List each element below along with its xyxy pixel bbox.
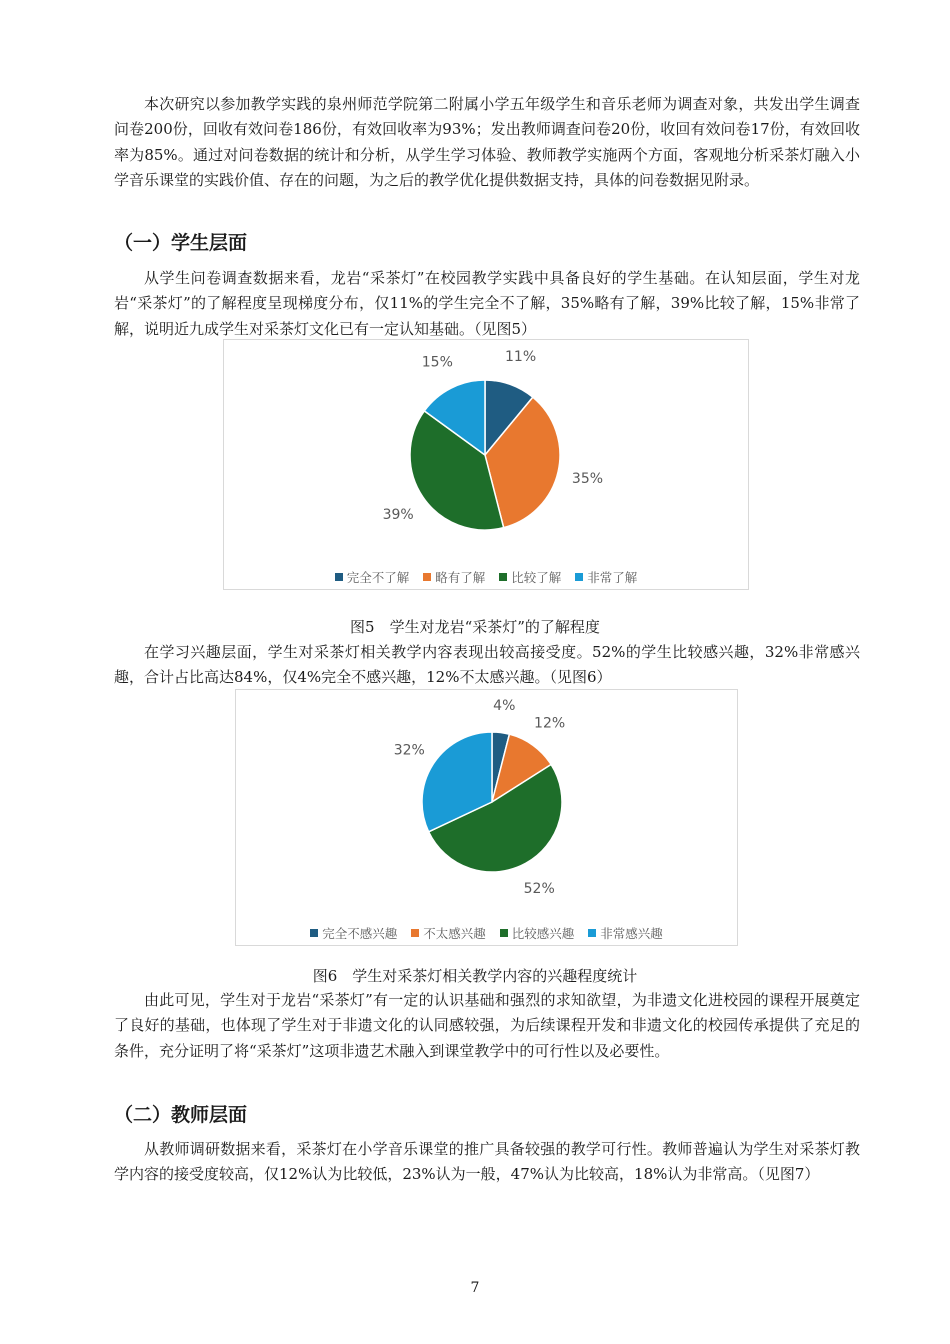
legend-item-1: [335, 568, 410, 586]
data-label-1: 11%: [505, 349, 537, 366]
legend-label: 不太感兴趣: [423, 926, 486, 941]
data-label-4: 32%: [393, 742, 425, 759]
teacher-paragraph: 从教师调研数据来看，采茶灯在小学音乐课堂的推广具备较强的教学可行性。教师普遍认为学生对采茶灯教学内容的接受度较高，仅12%认为比较低，23%认为一般，47%认为比较高，18%认为非常高。（见图7）: [114, 1140, 860, 1184]
legend-item-2: [423, 568, 485, 586]
legend-swatch: [499, 573, 507, 581]
legend-label: 比较了解: [511, 570, 562, 585]
student-interest-paragraph: 在学习兴趣层面，学生对采茶灯相关教学内容表现出较高接受度。52%的学生比较感兴趣，32%非常感兴趣，合计占比高达84%，仅4%完全不感兴趣，12%不太感兴趣。（见图6）: [114, 643, 860, 687]
legend-item-3: [499, 568, 561, 586]
page-number: 7: [470, 1280, 480, 1296]
legend-item-3: [500, 924, 575, 942]
legend-label: 完全不感兴趣: [322, 926, 398, 941]
chart-legend: [236, 924, 737, 942]
legend-label: 非常感兴趣: [600, 926, 663, 941]
figure-6-caption: 图6 学生对采茶灯相关教学内容的兴趣程度统计: [312, 967, 638, 985]
legend-swatch: [500, 929, 508, 937]
chart-legend: [224, 568, 748, 586]
legend-item-1: [310, 924, 397, 942]
data-label-3: 52%: [523, 880, 555, 897]
data-label-3: 39%: [382, 507, 414, 524]
data-label-1: 4%: [493, 697, 516, 714]
legend-item-4: [588, 924, 663, 942]
legend-swatch: [575, 573, 583, 581]
intro-paragraph: 本次研究以参加教学实践的泉州师范学院第二附属小学五年级学生和音乐老师为调查对象，共发出学生调查问卷200份，回收有效问卷186份，有效回收率为93%；发出教师调查问卷20份，收回有效问卷17份，有效回收率为85%。通过对问卷数据的统计和分析，从学生学习体验、教师教学实施两个方面，客观地分析采茶灯融入小学音乐课堂的实践价值、存在的问题，为之后的教学优化提供数据支持，具体的问卷数据见附录。: [114, 95, 860, 189]
legend-swatch: [423, 573, 431, 581]
conclusion-paragraph: 由此可见，学生对于龙岩“采茶灯”有一定的认识基础和强烈的求知欲望，为非遗文化进校园的课程开展奠定了良好的基础，也体现了学生对于非遗文化的认同感较强，为后续课程开发和非遗文化的校园传承提供了充足的条件，充分证明了将“采茶灯”这项非遗艺术融入到课堂教学中的可行性以及必要性。: [114, 991, 860, 1060]
pie-chart-interest: [236, 690, 737, 904]
legend-label: 比较感兴趣: [511, 926, 575, 941]
legend-label: 非常了解: [587, 570, 638, 585]
section-heading-teacher: （二）教师层面: [114, 1104, 248, 1126]
legend-swatch: [310, 929, 318, 937]
figure-5-caption: 图5 学生对龙岩“采茶灯”的了解程度: [350, 618, 600, 636]
legend-swatch: [335, 573, 343, 581]
student-cognition-paragraph: 从学生问卷调查数据来看，龙岩“采茶灯”在校园教学实践中具备良好的学生基础。在认知层面，学生对龙岩“采茶灯”的了解程度呈现梯度分布，仅11%的学生完全不了解，35%略有了解，39%比较了解，15%非常了解，说明近九成学生对采茶灯文化已有一定认知基础。（见图5）: [114, 269, 860, 338]
legend-label: 略有了解: [435, 570, 486, 585]
data-label-2: 12%: [534, 715, 566, 732]
figure-5-chart: [223, 339, 749, 590]
legend-item-4: [575, 568, 637, 586]
data-label-4: 15%: [421, 354, 453, 371]
figure-6-chart: [235, 689, 738, 946]
data-label-2: 35%: [571, 470, 604, 487]
section-heading-student: （一）学生层面: [114, 232, 248, 254]
legend-label: 完全不了解: [346, 570, 410, 585]
legend-swatch: [411, 929, 419, 937]
pie-chart-awareness: [224, 340, 748, 550]
legend-swatch: [588, 929, 596, 937]
legend-item-2: [411, 924, 486, 942]
